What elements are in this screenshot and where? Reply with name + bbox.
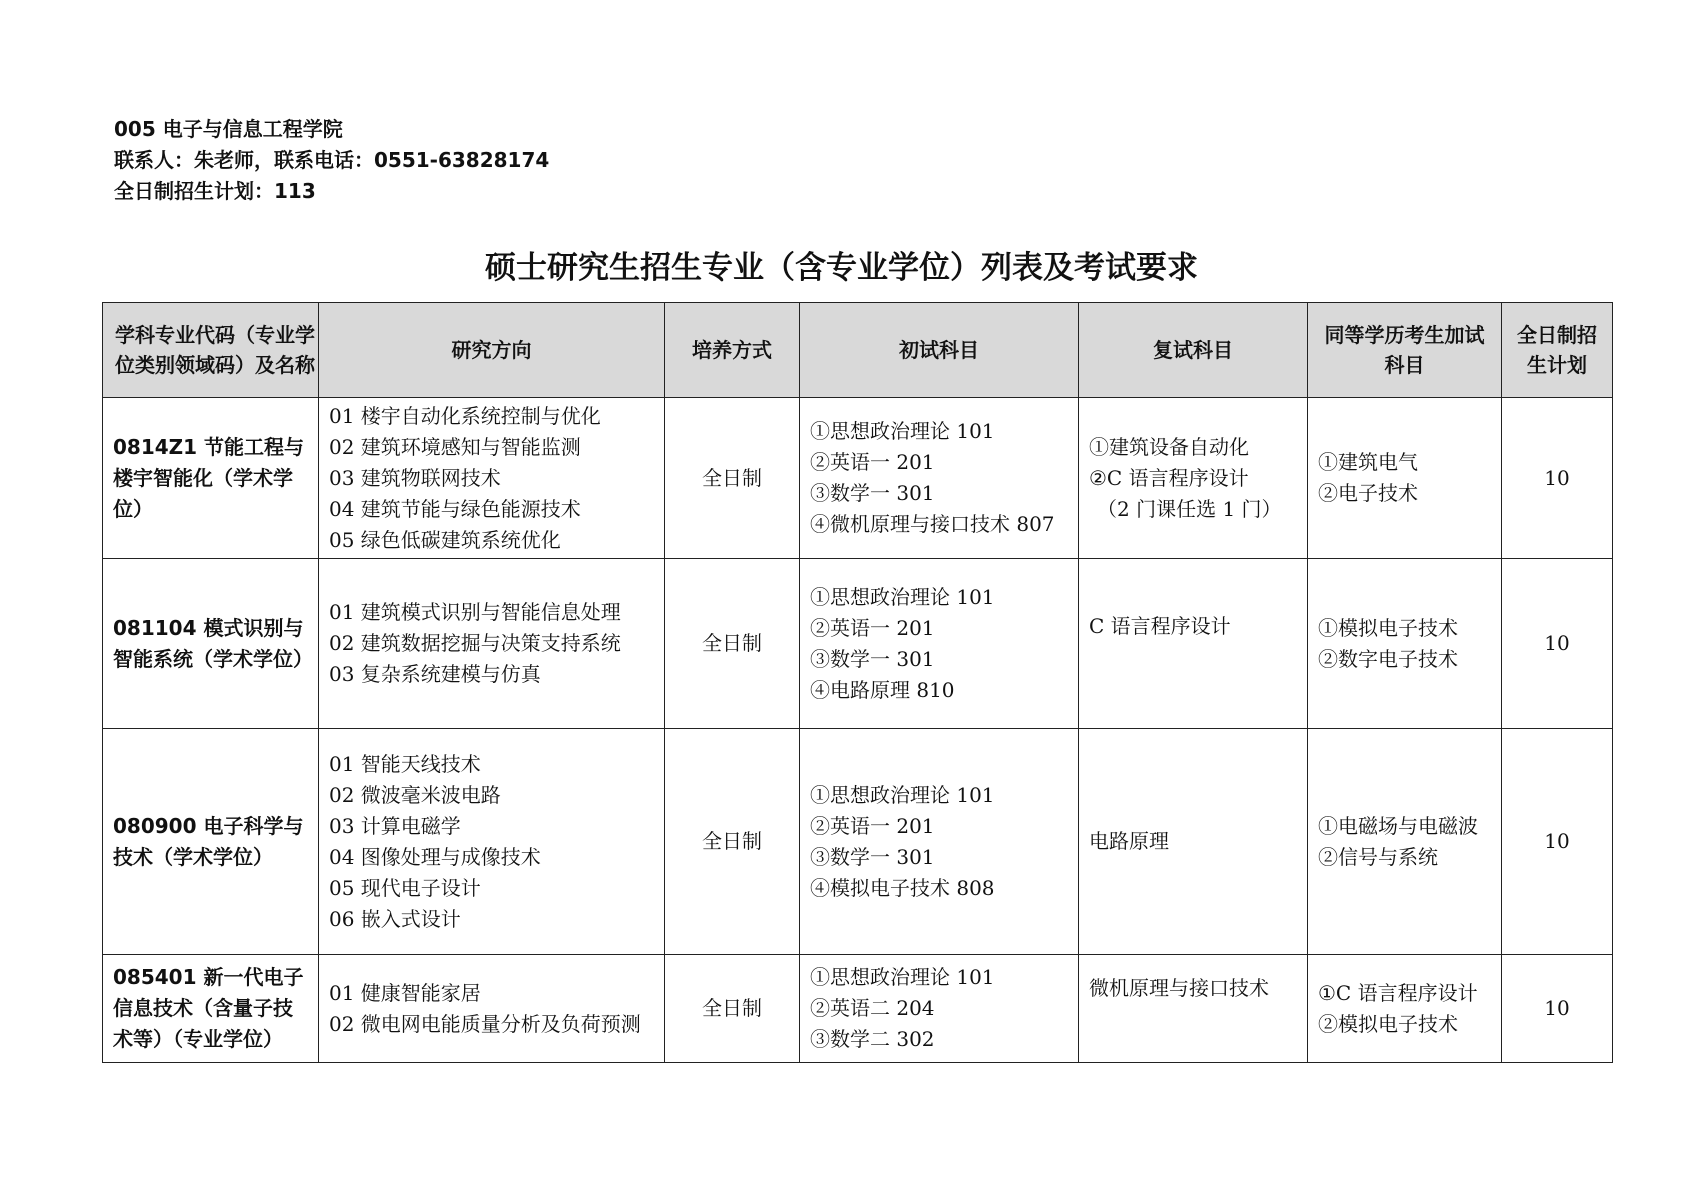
enrollment-plan: 全日制招生计划：113 [114, 179, 316, 203]
college-name: 005 电子与信息工程学院 [114, 117, 343, 141]
direction-item: 01 建筑模式识别与智能信息处理 [329, 600, 621, 624]
major-name: 080900 电子科学与技术（学术学位） [103, 729, 319, 955]
direction-item: 02 微电网电能质量分析及负荷预测 [329, 1011, 641, 1036]
extra-subject: ①电磁场与电磁波 [1318, 813, 1478, 838]
retest-subject: 微机原理与接口技术 [1089, 976, 1269, 1000]
retest-subjects [1079, 559, 1308, 729]
col-header-first-exam: 初试科目 [800, 303, 1079, 398]
extra-subjects [1308, 729, 1502, 955]
extra-subject: ①建筑电气 [1318, 450, 1418, 474]
major-name: 0814Z1 节能工程与楼宇智能化（学术学位） [103, 398, 319, 559]
direction-item: 06 嵌入式设计 [329, 906, 461, 931]
table-row [103, 398, 1613, 559]
retest-subjects [1079, 398, 1308, 559]
direction-item: 01 智能天线技术 [329, 751, 481, 776]
first-exam-subjects [800, 398, 1079, 559]
extra-subjects [1308, 955, 1502, 1063]
direction-item: 03 计算电磁学 [329, 813, 461, 838]
direction-item: 05 绿色低碳建筑系统优化 [329, 527, 561, 552]
exam-subject: ①思想政治理论 101 [810, 965, 995, 989]
direction-item: 03 复杂系统建模与仿真 [329, 662, 541, 686]
major-name: 085401 新一代电子信息技术（含量子技术等）（专业学位） [103, 955, 319, 1063]
quota-value: 10 [1502, 559, 1613, 729]
exam-subject: ③数学一 301 [810, 481, 935, 505]
col-header-mode: 培养方式 [665, 303, 800, 398]
admission-table [102, 302, 1613, 1063]
retest-subject: ①建筑设备自动化 [1089, 434, 1249, 459]
col-header-retest: 复试科目 [1079, 303, 1308, 398]
direction-item: 02 建筑环境感知与智能监测 [329, 434, 581, 459]
retest-subjects [1079, 729, 1308, 955]
study-mode: 全日制 [665, 559, 800, 729]
direction-item: 01 楼宇自动化系统控制与优化 [329, 403, 601, 428]
research-directions [319, 955, 665, 1063]
major-name: 081104 模式识别与智能系统（学术学位） [103, 559, 319, 729]
research-directions [319, 729, 665, 955]
retest-subjects [1079, 955, 1308, 1063]
college-header [114, 114, 549, 207]
col-header-directions: 研究方向 [319, 303, 665, 398]
quota-value: 10 [1502, 729, 1613, 955]
study-mode: 全日制 [665, 729, 800, 955]
quota-value: 10 [1502, 955, 1613, 1063]
extra-subject: ①模拟电子技术 [1318, 615, 1458, 640]
direction-item: 02 微波毫米波电路 [329, 782, 501, 807]
research-directions [319, 559, 665, 729]
extra-subject: ①C 语言程序设计 [1318, 980, 1478, 1005]
exam-subject: ②英语一 201 [810, 813, 935, 838]
retest-subject: 电路原理 [1089, 829, 1169, 853]
table-header-row [103, 303, 1613, 398]
extra-subject: ②信号与系统 [1318, 844, 1438, 869]
retest-subject: ②C 语言程序设计 [1089, 465, 1249, 490]
exam-subject: ②英语一 201 [810, 615, 935, 640]
study-mode: 全日制 [665, 398, 800, 559]
research-directions [319, 398, 665, 559]
document-title: 硕士研究生招生专业（含专业学位）列表及考试要求 [485, 250, 1198, 286]
exam-subject: ①思想政治理论 101 [810, 584, 995, 609]
exam-subject: ③数学一 301 [810, 844, 935, 869]
table-row [103, 955, 1613, 1063]
exam-subject: ④电路原理 810 [810, 677, 955, 702]
first-exam-subjects [800, 955, 1079, 1063]
study-mode: 全日制 [665, 955, 800, 1063]
exam-subject: ①思想政治理论 101 [810, 782, 995, 807]
exam-subject: ③数学一 301 [810, 646, 935, 671]
exam-subject: ②英语一 201 [810, 450, 935, 474]
extra-subject: ②模拟电子技术 [1318, 1011, 1458, 1036]
extra-subjects [1308, 398, 1502, 559]
direction-item: 04 建筑节能与绿色能源技术 [329, 496, 581, 521]
exam-subject: ①思想政治理论 101 [810, 419, 995, 443]
extra-subject: ②电子技术 [1318, 481, 1418, 505]
extra-subjects [1308, 559, 1502, 729]
col-header-major: 学科专业代码（专业学位类别领域码）及名称 [103, 303, 319, 398]
exam-subject: ④微机原理与接口技术 807 [810, 512, 1055, 536]
exam-subject: ④模拟电子技术 808 [810, 875, 995, 900]
extra-subject: ②数字电子技术 [1318, 646, 1458, 671]
direction-item: 03 建筑物联网技术 [329, 465, 501, 490]
retest-note: （2 门课任选 1 门） [1097, 496, 1282, 521]
table-row [103, 729, 1613, 955]
first-exam-subjects [800, 729, 1079, 955]
exam-subject: ②英语二 204 [810, 996, 935, 1020]
table-row [103, 559, 1613, 729]
col-header-quota: 全日制招生计划 [1502, 303, 1613, 398]
exam-subject: ③数学二 302 [810, 1027, 935, 1051]
quota-value: 10 [1502, 398, 1613, 559]
retest-subject: C 语言程序设计 [1089, 614, 1231, 638]
direction-item: 01 健康智能家居 [329, 980, 481, 1005]
col-header-extra: 同等学历考生加试科目 [1308, 303, 1502, 398]
direction-item: 04 图像处理与成像技术 [329, 844, 541, 869]
first-exam-subjects [800, 559, 1079, 729]
direction-item: 05 现代电子设计 [329, 875, 481, 900]
direction-item: 02 建筑数据挖掘与决策支持系统 [329, 631, 621, 655]
contact-info: 联系人：朱老师，联系电话：0551-63828174 [114, 148, 550, 172]
